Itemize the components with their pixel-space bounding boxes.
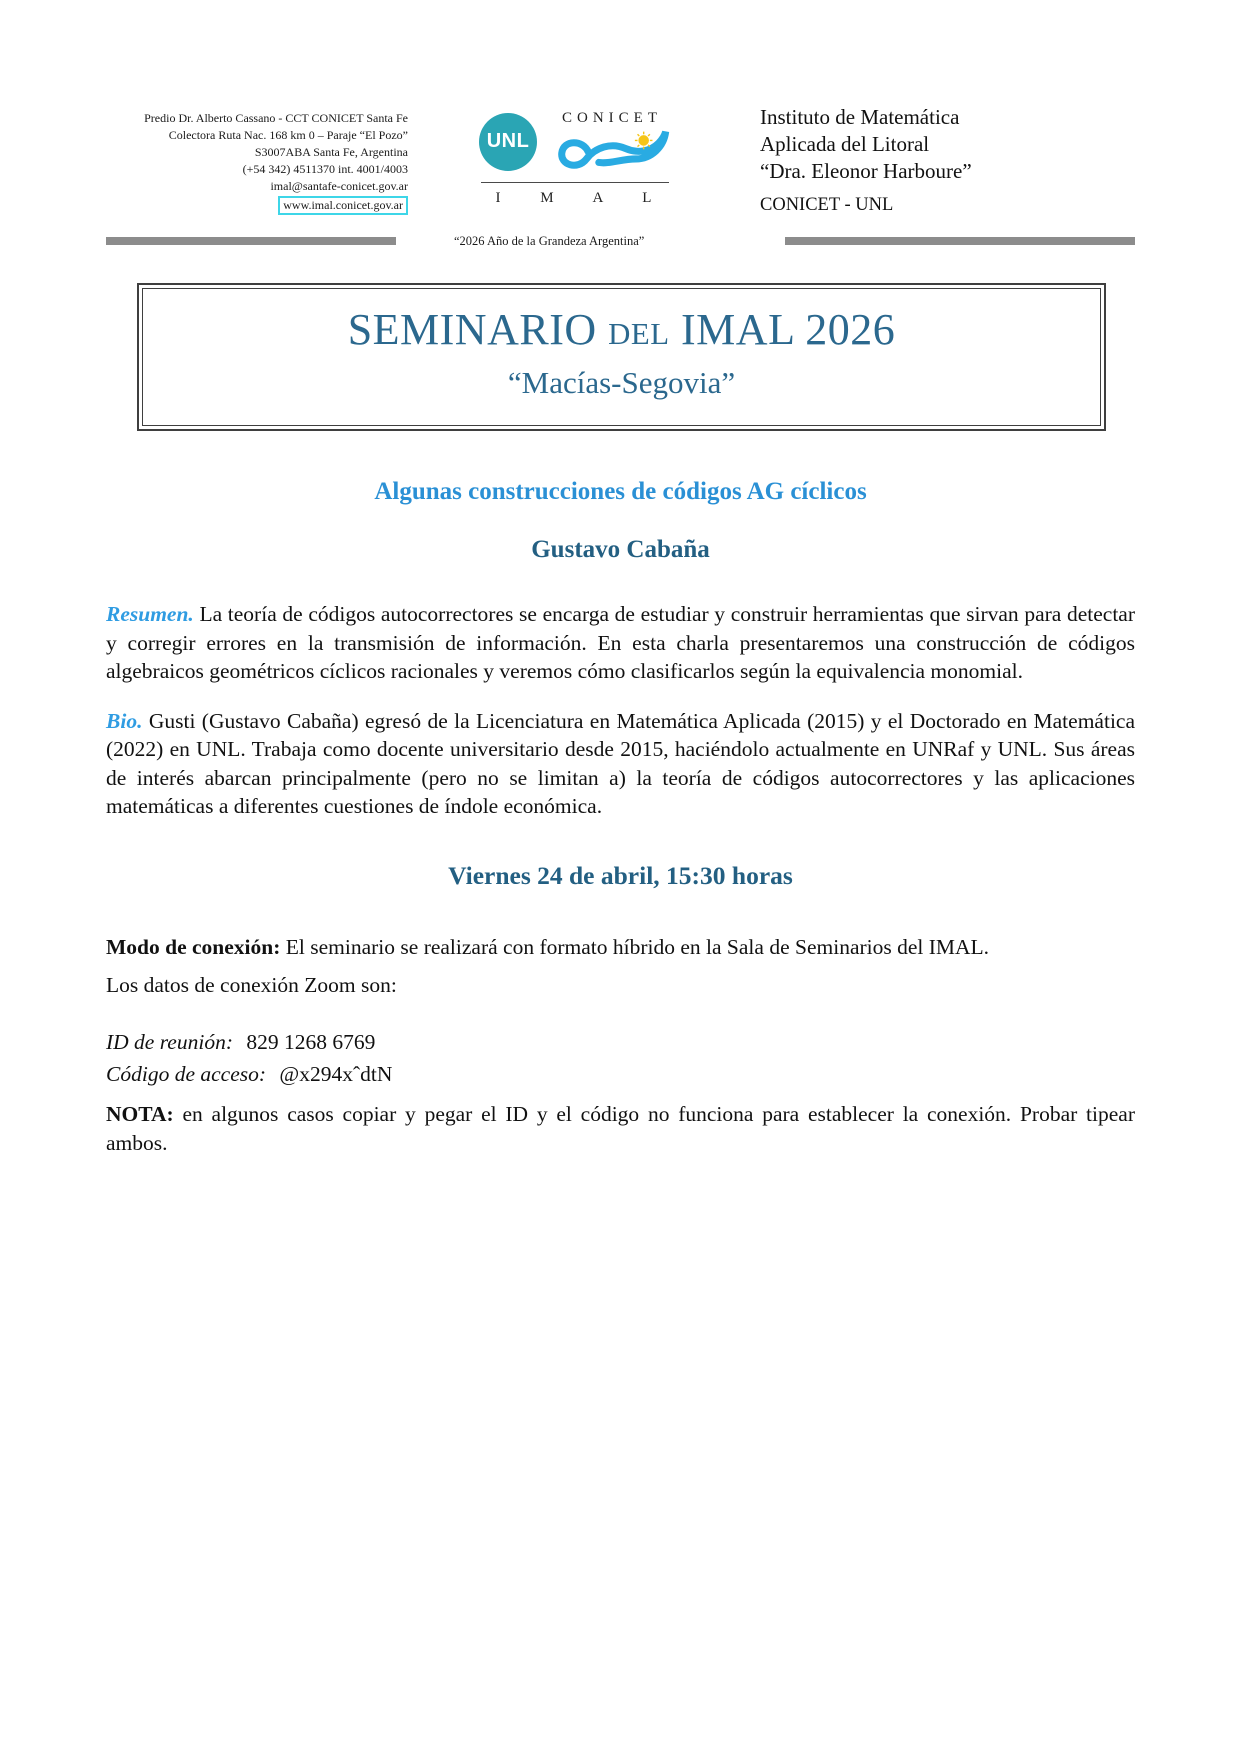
conicet-wordmark: CONICET — [562, 110, 662, 126]
institute-affiliation: CONICET - UNL — [760, 195, 894, 215]
bio-paragraph — [106, 707, 1135, 821]
note-text: en algunos casos copiar y pegar el ID y el código no funciona para establecer la conexión. Probar tipear ambos. — [106, 1101, 1135, 1155]
institute-name-line: Aplicada del Litoral — [760, 132, 930, 156]
access-code-value: @x294xˆdtN — [279, 1061, 393, 1086]
connection-mode-text: El seminario se realizará con formato híbrido en la Sala de Seminarios del IMAL. — [285, 934, 990, 959]
meeting-id-label: ID de reunión: — [106, 1029, 233, 1054]
conicet-ribbon-icon — [553, 129, 671, 173]
sun-icon — [635, 132, 653, 150]
website-link[interactable]: www.imal.conicet.gov.ar — [278, 196, 408, 215]
phone-line: (+54 342) 4511370 int. 4001/4003 — [242, 162, 408, 176]
access-code-line — [106, 1062, 1135, 1087]
imal-rule — [481, 182, 669, 183]
institute-name-line: Instituto de Matemática — [760, 105, 960, 129]
page-header — [106, 104, 1135, 219]
seminar-banner — [137, 283, 1106, 431]
seminar-title-del: DEL — [608, 317, 670, 351]
seminar-title-post: IMAL 2026 — [681, 305, 896, 354]
seminar-title — [153, 305, 1090, 359]
address-block — [106, 104, 408, 215]
connection-mode-lead: Modo de conexión: — [106, 934, 281, 959]
access-code-label: Código de acceso: — [106, 1061, 267, 1086]
email-line: imal@santafe-conicet.gov.ar — [270, 179, 408, 193]
divider-bar-left — [106, 237, 396, 245]
divider-row — [106, 233, 1135, 249]
seminar-banner-inner — [142, 288, 1101, 426]
bio-text: Gusti (Gustavo Cabaña) egresó de la Licenciatura en Matemática Aplicada (2015) y el Doctorado en Matemática (2022) en UNL. Trabaja como docente universitario desde 2015, haciéndolo actualmente en UNRaf y UNL. Sus áreas de interés abarcan principalmente (pero no se limitan a) la teoría de códigos autocorrectores y las aplicaciones matemáticas a diferentes cuestiones de índole económica. — [106, 708, 1136, 818]
seminar-subtitle: “Macías-Segovia” — [507, 365, 736, 400]
conicet-logo — [553, 110, 671, 173]
institute-block — [700, 104, 1135, 219]
talk-title: Algunas construcciones de códigos AG cíclicos — [374, 478, 867, 505]
note-lead: NOTA: — [106, 1101, 174, 1126]
talk-speaker: Gustavo Cabaña — [531, 536, 710, 563]
zoom-intro-line: Los datos de conexión Zoom son: — [106, 972, 397, 997]
bio-lead: Bio. — [106, 708, 143, 733]
unl-logo-icon: UNL — [479, 113, 537, 171]
address-line: S3007ABA Santa Fe, Argentina — [254, 145, 408, 159]
abstract-paragraph — [106, 600, 1135, 686]
meeting-id-value: 829 1268 6769 — [246, 1029, 376, 1054]
abstract-text: La teoría de códigos autocorrectores se encarga de estudiar y construir herramientas que sirvan para detectar y corregir errores en la transmisión de información. En esta charla presentaremos una construcción de códigos algebraicos geométricos cíclicos racionales y veremos cómo clasificarlos según la equivalencia monomial. — [106, 602, 1135, 683]
divider-bar-right — [785, 237, 1135, 245]
seminar-datetime: Viernes 24 de abril, 15:30 horas — [448, 860, 793, 890]
institute-name-line: “Dra. Eleonor Harboure” — [760, 159, 972, 183]
seminar-title-pre: SEMINARIO — [347, 305, 597, 354]
year-caption: “2026 Año de la Grandeza Argentina” — [454, 233, 645, 248]
logo-block — [450, 104, 700, 207]
imal-letters: I M A L — [495, 190, 655, 206]
zoom-credentials — [106, 1030, 1135, 1087]
connection-mode-line — [106, 933, 1135, 962]
address-line: Colectora Ruta Nac. 168 km 0 – Paraje “El Pozo” — [168, 128, 408, 142]
meeting-id-line — [106, 1030, 1135, 1055]
note-paragraph — [106, 1100, 1135, 1158]
connection-block — [106, 933, 1135, 1000]
abstract-lead: Resumen. — [106, 602, 194, 626]
address-line: Predio Dr. Alberto Cassano - CCT CONICET Santa Fe — [144, 111, 408, 125]
